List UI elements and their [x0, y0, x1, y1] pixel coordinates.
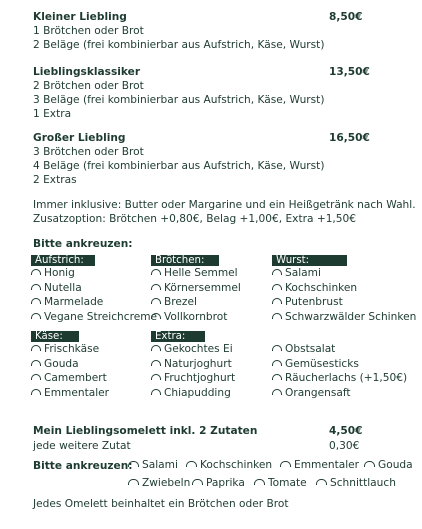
checkbox-icon — [31, 345, 41, 351]
kaese-header: Käse: — [31, 331, 79, 342]
option-label: Kochschinken — [285, 281, 358, 294]
option-checkbox[interactable] — [151, 357, 235, 372]
menu-item-grosser-liebling-price: 16,50€ — [329, 132, 370, 144]
option-checkbox[interactable] — [31, 295, 157, 310]
menu-item-kleiner-liebling-name: Kleiner Liebling — [33, 11, 127, 23]
extras-right-options — [272, 342, 407, 401]
checkbox-icon — [272, 389, 282, 395]
checkbox-icon — [31, 269, 41, 275]
checkbox-icon — [151, 389, 161, 395]
option-checkbox[interactable] — [272, 386, 407, 401]
option-label: Frischkäse — [44, 342, 100, 355]
option-label: Obstsalat — [285, 342, 336, 355]
option-label: Salami — [142, 458, 178, 471]
checkbox-icon — [192, 479, 203, 485]
omelett-option[interactable] — [128, 476, 190, 491]
menu-item-line: 4 Beläge (frei kombinierbar aus Aufstrich, Käse, Wurst) — [33, 160, 325, 172]
option-label: Camembert — [44, 372, 107, 385]
option-label: Kochschinken — [200, 458, 273, 471]
option-label: Vollkornbrot — [164, 311, 228, 324]
omelett-option[interactable] — [254, 476, 307, 491]
option-label: Honig — [44, 266, 75, 279]
checkbox-icon — [272, 313, 282, 319]
omelett-title: Mein Lieblingsomelett inkl. 2 Zutaten — [33, 425, 258, 437]
option-label: Gekochtes Ei — [164, 342, 233, 355]
option-checkbox[interactable] — [31, 386, 109, 401]
omelett-option[interactable] — [186, 458, 272, 473]
aufstrich-options — [31, 266, 157, 325]
checkbox-icon — [364, 461, 375, 467]
checkbox-icon — [272, 360, 282, 366]
omelett-option[interactable] — [280, 458, 359, 473]
checkbox-icon — [272, 374, 282, 380]
option-label: Tomate — [268, 476, 307, 489]
option-checkbox[interactable] — [151, 295, 241, 310]
option-checkbox[interactable] — [31, 310, 157, 325]
menu-item-line: 3 Brötchen oder Brot — [33, 146, 144, 158]
menu-item-line: 2 Brötchen oder Brot — [33, 80, 144, 92]
checkbox-icon — [31, 298, 41, 304]
option-checkbox[interactable] — [272, 371, 407, 386]
kaese-options — [31, 342, 109, 401]
option-checkbox[interactable] — [31, 266, 157, 281]
broetchen-header: Brötchen: — [151, 255, 219, 266]
option-checkbox[interactable] — [151, 310, 241, 325]
option-label: Gouda — [378, 458, 413, 471]
checkbox-icon — [31, 284, 41, 290]
menu-item-line: 2 Beläge (frei kombinierbar aus Aufstrich, Käse, Wurst) — [33, 39, 325, 51]
checkbox-icon — [151, 269, 161, 275]
option-checkbox[interactable] — [151, 371, 235, 386]
option-label: Schwarzwälder Schinken — [285, 311, 417, 324]
option-label: Gouda — [44, 357, 79, 370]
option-label: Zwiebeln — [142, 476, 191, 489]
option-label: Helle Semmel — [164, 266, 238, 279]
option-checkbox[interactable] — [31, 281, 157, 296]
omelett-option[interactable] — [316, 476, 396, 491]
omelett-option[interactable] — [364, 458, 413, 473]
checkbox-icon — [151, 298, 161, 304]
option-label: Körnersemmel — [164, 281, 241, 294]
option-label: Nutella — [44, 281, 82, 294]
menu-item-kleiner-liebling-price: 8,50€ — [329, 11, 363, 23]
option-checkbox[interactable] — [272, 281, 416, 296]
checkbox-icon — [31, 374, 41, 380]
checkbox-icon — [186, 461, 197, 467]
omelett-option[interactable] — [192, 476, 245, 491]
option-label: Orangensaft — [285, 387, 351, 400]
wurst-options — [272, 266, 416, 325]
checkbox-icon — [31, 313, 41, 319]
extra-header: Extra: — [151, 331, 205, 342]
extra-options-note: Zusatzoption: Brötchen +0,80€, Belag +1,00€, Extra +1,50€ — [33, 213, 357, 225]
menu-item-lieblingsklassiker-name: Lieblingsklassiker — [33, 66, 141, 78]
checkbox-icon — [151, 284, 161, 290]
option-label: Gemüsesticks — [285, 357, 359, 370]
inclusive-note: Immer inklusive: Butter oder Margarine und ein Heißgetränk nach Wahl. — [33, 199, 416, 211]
omelett-extra-price: 0,30€ — [329, 440, 360, 452]
menu-item-line: 3 Beläge (frei kombinierbar aus Aufstrich, Käse, Wurst) — [33, 94, 325, 106]
checkbox-icon — [151, 313, 161, 319]
option-label: Chiapudding — [164, 387, 231, 400]
option-checkbox[interactable] — [31, 357, 109, 372]
checkbox-icon — [272, 284, 282, 290]
option-checkbox[interactable] — [31, 371, 109, 386]
menu-item-line: 1 Brötchen oder Brot — [33, 25, 144, 37]
option-label: Emmentaler — [294, 458, 360, 471]
checklist-title: Bitte ankreuzen: — [33, 238, 133, 250]
option-label: Fruchtjoghurt — [164, 372, 236, 385]
checkbox-icon — [128, 479, 139, 485]
option-checkbox[interactable] — [151, 266, 241, 281]
checkbox-icon — [151, 360, 161, 366]
aufstrich-header: Aufstrich: — [31, 255, 95, 266]
option-checkbox[interactable] — [272, 342, 407, 357]
option-label: Naturjoghurt — [164, 357, 232, 370]
checkbox-icon — [31, 360, 41, 366]
broetchen-options — [151, 266, 241, 325]
menu-item-line: 2 Extras — [33, 174, 77, 186]
option-label: Brezel — [164, 296, 197, 309]
option-label: Emmentaler — [44, 387, 110, 400]
menu-item-lieblingsklassiker-price: 13,50€ — [329, 66, 370, 78]
menu-item-line: 1 Extra — [33, 108, 72, 120]
checkbox-icon — [31, 389, 41, 395]
menu-item-grosser-liebling-name: Großer Liebling — [33, 132, 126, 144]
checkbox-icon — [128, 461, 139, 467]
wurst-header: Wurst: — [272, 255, 347, 266]
option-label: Salami — [285, 266, 321, 279]
omelett-choose-label: Bitte ankreuzen: — [33, 460, 133, 472]
option-label: Schnittlauch — [330, 476, 396, 489]
omelett-extra-label: jede weitere Zutat — [33, 440, 131, 452]
extra-options — [151, 342, 235, 401]
checkbox-icon — [316, 479, 327, 485]
checkbox-icon — [151, 374, 161, 380]
omelett-option[interactable] — [128, 458, 178, 473]
option-checkbox[interactable] — [272, 357, 407, 372]
option-checkbox[interactable] — [272, 310, 416, 325]
option-label: Marmelade — [44, 296, 104, 309]
option-checkbox[interactable] — [272, 266, 416, 281]
checkbox-icon — [151, 345, 161, 351]
option-checkbox[interactable] — [31, 342, 109, 357]
option-label: Paprika — [206, 476, 245, 489]
omelett-price: 4,50€ — [329, 425, 363, 437]
checkbox-icon — [254, 479, 265, 485]
option-label: Räucherlachs (+1,50€) — [285, 372, 408, 385]
checkbox-icon — [272, 345, 282, 351]
checkbox-icon — [280, 461, 291, 467]
option-checkbox[interactable] — [272, 295, 416, 310]
checkbox-icon — [272, 269, 282, 275]
option-checkbox[interactable] — [151, 342, 235, 357]
option-label: Vegane Streichcreme — [44, 311, 158, 324]
option-checkbox[interactable] — [151, 386, 235, 401]
option-label: Putenbrust — [285, 296, 343, 309]
omelett-footer: Jedes Omelett beinhaltet ein Brötchen oder Brot — [33, 498, 289, 510]
checkbox-icon — [272, 298, 282, 304]
option-checkbox[interactable] — [151, 281, 241, 296]
